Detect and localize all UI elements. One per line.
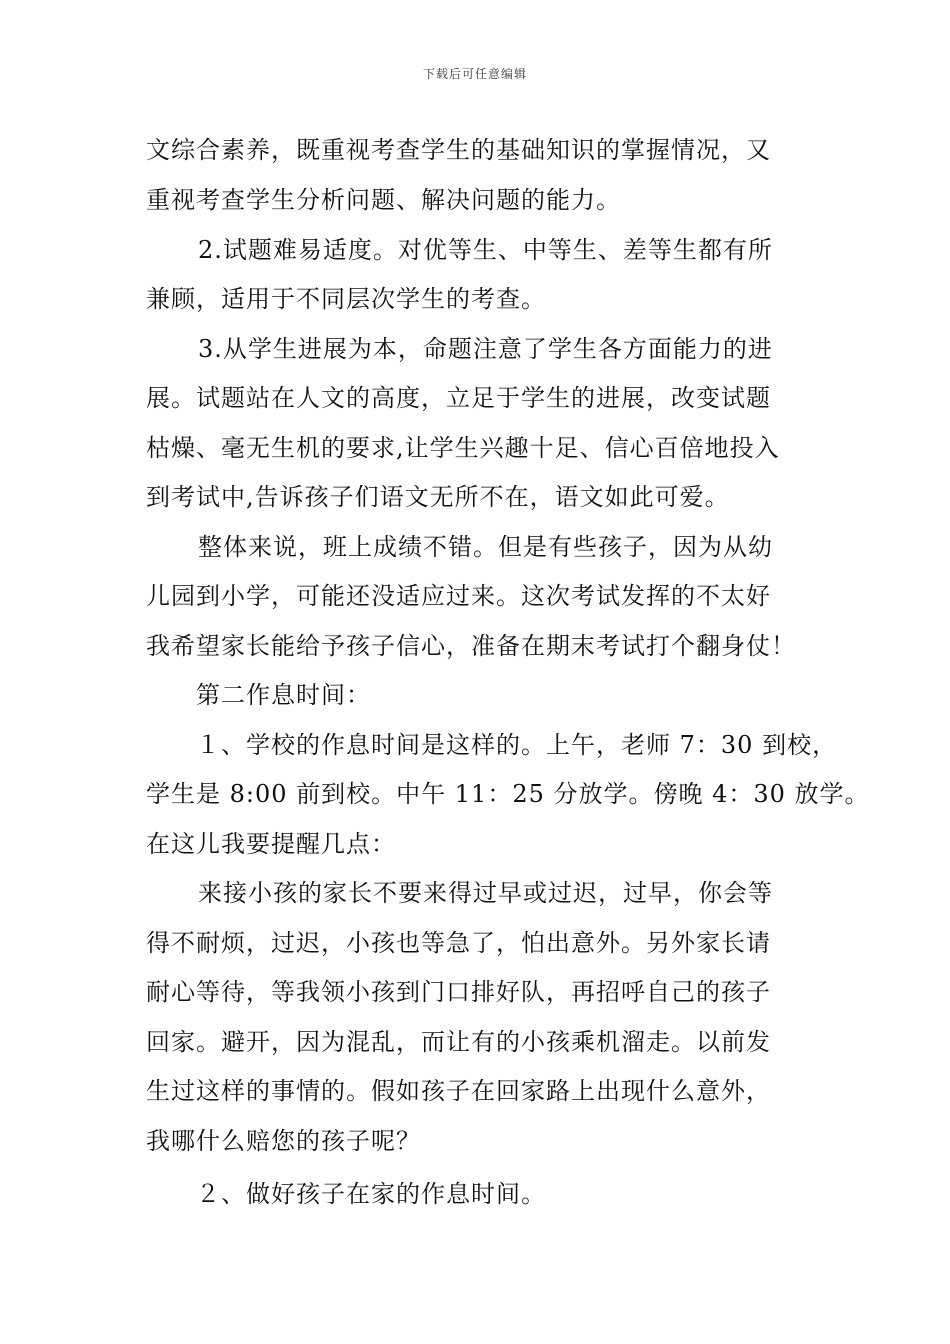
body-line: 回家。避开，因为混乱，而让有的小孩乘机溜走。以前发: [146, 1028, 771, 1056]
body-line: 3.从学生进展为本，命题注意了学生各方面能力的进: [198, 335, 773, 363]
body-line: 学生是 8:00 前到校。中午 11：25 分放学。傍晚 4：30 放学。: [146, 780, 870, 808]
body-line: 在这儿我要提醒几点：: [146, 830, 396, 858]
body-line: 儿园到小学，可能还没适应过来。这次考试发挥的不太好: [146, 582, 771, 610]
body-line: 我哪什么赔您的孩子呢？: [146, 1127, 421, 1155]
body-line: 耐心等待，等我领小孩到门口排好队，再招呼自己的孩子: [146, 978, 771, 1006]
header-note: 下载后可任意编辑: [422, 67, 527, 81]
body-line: 文综合素养，既重视考查学生的基础知识的掌握情况，又: [146, 136, 771, 164]
body-line: ２、做好孩子在家的作息时间。: [196, 1180, 546, 1208]
body-line: 来接小孩的家长不要来得过早或过迟，过早，你会等: [198, 879, 773, 907]
body-line: 枯燥、毫无生机的要求,让学生兴趣十足、信心百倍地投入: [146, 434, 780, 462]
body-line: 整体来说，班上成绩不错。但是有些孩子，因为从幼: [198, 533, 773, 561]
body-line: 得不耐烦，过迟，小孩也等急了，怕出意外。另外家长请: [146, 929, 771, 957]
body-line: 我希望家长能给予孩子信心，准备在期末考试打个翻身仗！: [146, 632, 796, 660]
body-line: 第二作息时间：: [196, 681, 371, 709]
body-line: 兼顾，适用于不同层次学生的考查。: [146, 285, 546, 313]
body-line: 展。试题站在人文的高度，立足于学生的进展，改变试题: [146, 384, 771, 412]
body-line: １、学校的作息时间是这样的。上午，老师 7：30 到校，: [196, 731, 838, 759]
body-line: 生过这样的事情的。假如孩子在回家路上出现什么意外，: [146, 1077, 771, 1105]
body-line: 到考试中,告诉孩子们语文无所不在，语文如此可爱。: [146, 483, 730, 511]
body-line: 重视考查学生分析问题、解决问题的能力。: [146, 186, 621, 214]
body-line: 2.试题难易适度。对优等生、中等生、差等生都有所: [198, 236, 773, 264]
